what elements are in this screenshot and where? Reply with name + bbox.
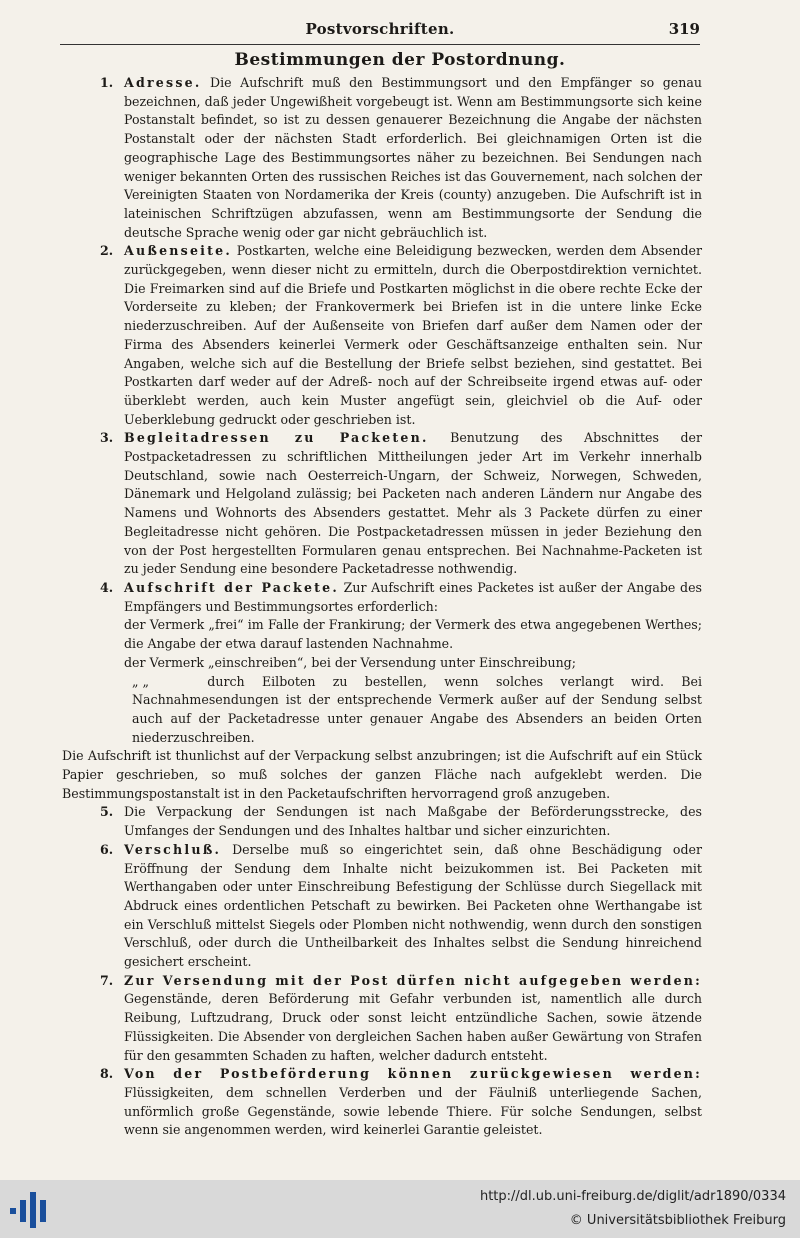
item-3 xyxy=(62,429,702,579)
item-8 xyxy=(62,1065,702,1140)
item-heading: Außenseite. xyxy=(124,243,232,259)
item-4-sub-3 xyxy=(62,673,702,748)
item-heading: Aufschrift der Packete. xyxy=(124,579,339,595)
paragraph-after-item-4: Die Aufschrift ist thunlichst auf der Verpackung selbst anzubringen; ist die Aufschrift auf ein Stück Papier geschrieben, so muß solches der ganzen Fläche nach aufgeklebt werden. Die Bestimmungspostanstalt ist in den Packetaufschriften hervorragend groß anzugeben. xyxy=(62,748,702,801)
item-number: 7. xyxy=(100,972,114,988)
viewer-footer xyxy=(0,1180,800,1238)
permalink-url[interactable]: http://dl.ub.uni-freiburg.de/diglit/adr1890/0334 xyxy=(479,1189,786,1204)
page-header xyxy=(60,20,700,44)
ub-freiburg-logo-icon xyxy=(10,1192,52,1228)
header-rule xyxy=(60,44,700,45)
item-text: Postkarten, welche eine Beleidigung bezwecken, werden dem Absender zurückgegeben, wenn dieser nicht zu ermitteln, durch die Oberpostdirektion vernichtet. Die Freimarken sind auf die Briefe und Postkarten möglichst in die obere rechte Ecke der Vorderseite zu kleben; der Frankovermerk bei Briefen ist in die untere linke Ecke niederzuschreiben. Auf der Außenseite von Briefen darf außer dem Namen oder der Firma des Absenders keinerlei Vermerk oder Geschäftsanzeige enthalten sein. Nur Angaben, welche sich auf die Bestellung der Briefe selbst beziehen, sind gestattet. Bei Postkarten darf weder auf der Adreß- noch auf der Schreibseite irgend etwas auf- oder überklebt werden, auch kein Muster angefügt sein, gleichviel ob die Auf- oder Ueberklebung gedruckt oder geschrieben ist. xyxy=(124,243,702,427)
running-title: Postvorschriften. xyxy=(305,20,455,38)
item-number: 4. xyxy=(100,579,114,595)
item-5 xyxy=(62,803,702,840)
item-text: Derselbe muß so eingerichtet sein, daß ohne Beschädigung oder Eröffnung der Sendung dem Inhalte nicht beizukommen ist. Bei Packeten mit Werthangaben oder unter Einschreibung Befestigung der Schlüsse durch Siegellack mit Abdruck eines ordentlichen Petschaft zu bewirken. Bei Packeten ohne Werthangabe ist ein Verschluß mittelst Siegels oder Plomben nicht nothwendig, wenn durch den sonstigen Verschluß, oder durch die Untheilbarkeit des Inhaltes selbst die Sendung hinreichend gesichert erscheint. xyxy=(124,841,702,970)
item-4-sub-2: der Vermerk „einschreiben“, bei der Versendung unter Einschreibung; xyxy=(124,654,576,670)
item-number: 3. xyxy=(100,430,114,446)
copyright-notice: © Universitätsbibliothek Freiburg xyxy=(569,1213,786,1228)
item-heading: Begleitadressen zu Packeten. xyxy=(124,430,429,446)
item-number: 1. xyxy=(100,75,114,90)
item-text: Die Aufschrift muß den Bestimmungsort und den Empfänger so genau bezeichnen, daß jeder Ungewißheit vorgebeugt ist. Wenn am Bestimmungsorte sich keine Postanstalt befindet, so ist zu dessen genauerer Bezeichnung die Angabe der nächsten Postanstalt oder der nächsten Stadt erforderlich. Bei gleichnamigen Orten ist die geographische Lage des Bestimmungsortes näher zu bezeichnen. Bei Sendungen nach weniger bekannten Orten des russischen Reiches ist das Gouvernement, nach solchen der Vereinigten Staaten von Nordamerika der Kreis (county) anzugeben. Die Aufschrift ist in lateinischen Schriftzügen abzufassen, wenn am Bestimmungsorte der Sendung die deutsche Sprache wenig oder gar nicht gebräuchlich ist. xyxy=(124,75,702,240)
item-heading: Verschluß. xyxy=(124,841,222,857)
item-text: Gegenstände, deren Beförderung mit Gefahr verbunden ist, namentlich alle durch Reibung, Luftzudrang, Druck oder sonst leicht entzündliche Sachen, sowie ätzende Flüssigkeiten. Die Absender von dergleichen Sachen haben außer Gewärtung von Strafen für den gesammten Schaden zu haften, welcher dadurch entsteht. xyxy=(124,991,702,1063)
item-text: Zur Aufschrift eines Packetes ist außer der Angabe des Empfängers und Bestimmungsortes erforderlich: xyxy=(124,579,702,614)
item-heading: Zur Versendung mit der Post dürfen nicht aufgegeben werden: xyxy=(124,972,702,988)
ditto-marks: „ „ xyxy=(132,673,150,689)
item-number: 2. xyxy=(100,243,114,259)
item-4 xyxy=(62,579,702,616)
ditto-text: durch Eilboten zu bestellen, wenn solches verlangt wird. Bei Nachnahmesendungen ist der entsprechende Vermerk außer auf der Sendung selbst auch auf der Packetadresse unter genauer Angabe des Absenders an beiden Orten niederzuschreiben. xyxy=(132,673,702,745)
item-text: Die Verpackung der Sendungen ist nach Maßgabe der Beförderungsstrecke, des Umfanges der Sendungen und des Inhaltes haltbar und sicher einzurichten. xyxy=(124,804,702,839)
item-heading: Von der Postbeförderung können zurückgewiesen werden: xyxy=(124,1066,702,1082)
item-text: Benutzung des Abschnittes der Postpacketadressen zu schriftlichen Mittheilungen jeder Art im Verkehr innerhalb Deutschland, sowie nach Oesterreich-Ungarn, der Schweiz, Norwegen, Schweden, Dänemark und Helgoland zulässig; bei Packeten nach anderen Ländern nur Angabe des Namens und Wohnorts des Absenders gestattet. Mehr als 3 Packete dürfen zu einer Begleitadresse nicht gehören. Die Postpacketadressen müssen in jeder Beziehung den von der Post hergestellten Formularen genau entsprechen. Bei Nachnahme-Packeten ist zu jeder Sendung eine besondere Packetadresse nothwendig. xyxy=(124,430,702,577)
item-2 xyxy=(62,242,702,429)
item-number: 6. xyxy=(100,841,114,857)
item-number: 5. xyxy=(100,804,114,820)
section-title: Bestimmungen der Postordnung. xyxy=(234,50,566,70)
item-6 xyxy=(62,841,702,972)
item-4-sub-1: der Vermerk „frei“ im Falle der Frankirung; der Vermerk des etwa angegebenen Werthes; die Angabe der etwa darauf lastenden Nachnahme. xyxy=(124,617,702,652)
item-1 xyxy=(62,74,702,242)
item-heading: Adresse. xyxy=(124,75,202,90)
page-number: 319 xyxy=(668,20,700,38)
item-text: Flüssigkeiten, dem schnellen Verderben und der Fäulniß unterliegende Sachen, unförmlich große Gegenstände, sowie lebende Thiere. Für solche Sendungen, selbst wenn sie angenommen werden, wird keinerlei Garantie geleistet. xyxy=(124,1084,702,1138)
document-body xyxy=(62,74,702,1140)
item-7 xyxy=(62,972,702,1066)
item-number: 8. xyxy=(100,1066,114,1082)
